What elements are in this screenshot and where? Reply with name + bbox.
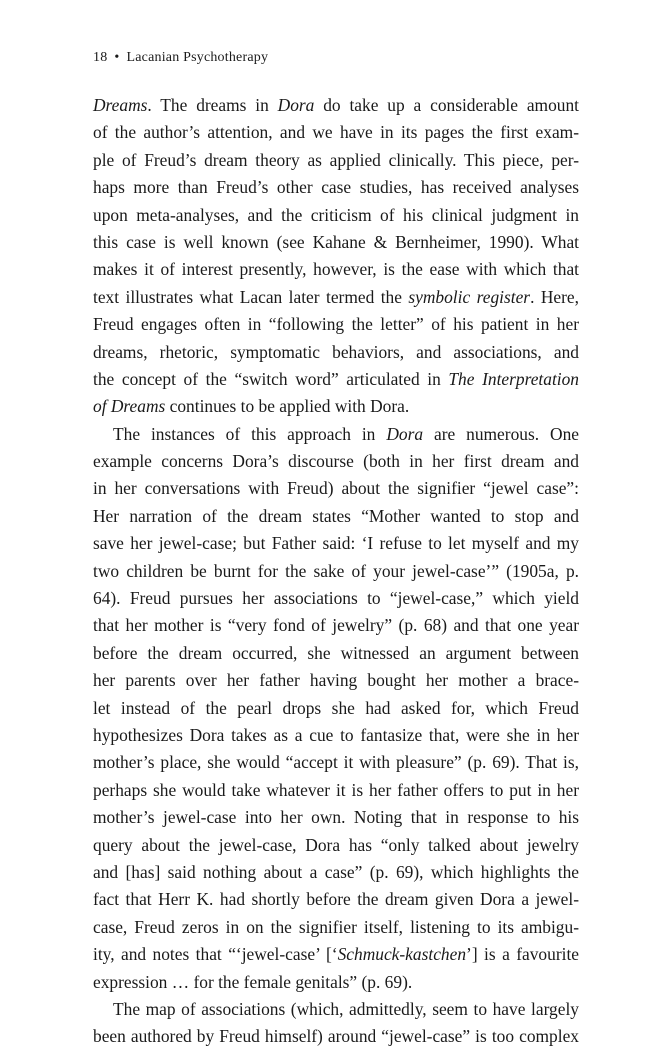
text-segment: and [has] said nothing about a case” (p. 69), which highlights the: [93, 861, 579, 882]
text-line: [93, 612, 579, 639]
text-segment: ity, and notes that “‘jewel-case’ [‘: [93, 944, 338, 965]
running-title: Lacanian Psychotherapy: [126, 50, 269, 65]
text-segment: The map of associations (which, admittedly, seem to have largely: [113, 998, 579, 1019]
italic-text: of Dreams: [93, 396, 166, 417]
text-line: [93, 969, 579, 996]
text-line: [93, 147, 579, 174]
text-line: [93, 229, 579, 256]
page-number: 18: [93, 50, 108, 65]
text-line: [93, 1023, 579, 1050]
text-line: [93, 339, 579, 366]
text-line: [93, 722, 579, 749]
text-line: [93, 421, 579, 448]
text-segment: are numerous. One: [423, 423, 579, 444]
text-line: [93, 174, 579, 201]
text-line: [93, 695, 579, 722]
text-segment: hypothesizes Dora takes as a cue to fantasize that, were she in her: [93, 724, 579, 745]
text-segment: query about the jewel-case, Dora has “only talked about jewelry: [93, 834, 579, 855]
italic-text: Schmuck-kastchen: [337, 944, 467, 965]
italic-text: Dora: [277, 95, 315, 115]
text-line: [93, 475, 579, 502]
text-line: [93, 667, 579, 694]
text-segment: 64). Freud pursues her associations to “jewel-case,” which yield: [93, 588, 579, 609]
text-segment: do take up a considerable amount: [314, 95, 579, 115]
text-segment: The instances of this approach in: [113, 423, 387, 444]
text-line: [93, 366, 579, 393]
text-segment: of the author’s attention, and we have in its pages the first exam-: [93, 122, 579, 143]
text-segment: mother’s jewel-case into her own. Noting that in response to his: [93, 807, 579, 828]
text-line: [93, 749, 579, 776]
text-segment: save her jewel-case; but Father said: ‘I refuse to let myself and my: [93, 533, 579, 554]
text-line: [93, 941, 579, 968]
running-head: [93, 50, 268, 66]
text-line: [93, 119, 579, 146]
text-line: [93, 311, 579, 338]
italic-text: The Interpretation: [448, 368, 580, 389]
text-line: [93, 777, 579, 804]
text-segment: case, Freud zeros in on the signifier itself, listening to its ambigu-: [93, 916, 579, 937]
text-line: [93, 503, 579, 530]
text-segment: her parents over her father having bought her mother a brace-: [93, 670, 579, 691]
text-segment: this case is well known (see Kahane & Bernheimer, 1990). What: [93, 231, 579, 252]
text-segment: two children be burnt for the sake of your jewel-case’” (1905a, p.: [93, 560, 579, 581]
text-segment: example concerns Dora’s discourse (both in her first dream and: [93, 451, 579, 472]
text-line: [93, 585, 579, 612]
text-line: [93, 804, 579, 831]
text-segment: continues to be applied with Dora.: [165, 396, 410, 417]
text-segment: haps more than Freud’s other case studies, has received analyses: [93, 177, 579, 198]
text-line: [93, 914, 579, 941]
italic-text: symbolic register: [408, 286, 531, 307]
text-line: [93, 202, 579, 229]
text-line: [93, 393, 579, 420]
text-segment: mother’s place, she would “accept it with pleasure” (p. 69). That is,: [93, 752, 579, 773]
text-segment: expression … for the female genitals” (p. 69).: [93, 971, 413, 992]
text-segment: ple of Freud’s dream theory as applied clinically. This piece, per-: [93, 149, 579, 170]
text-line: [93, 92, 579, 119]
text-segment: Freud engages often in “following the letter” of his patient in her: [93, 314, 579, 335]
text-line: [93, 530, 579, 557]
text-segment: text illustrates what Lacan later termed the: [93, 286, 409, 307]
text-line: [93, 256, 579, 283]
text-segment: . Here,: [530, 286, 579, 307]
text-line: [93, 558, 579, 585]
text-segment: in her conversations with Freud) about the signifier “jewel case”:: [93, 478, 579, 499]
text-segment: ’] is a favourite: [466, 944, 579, 965]
text-segment: fact that Herr K. had shortly before the dream given Dora a jewel-: [93, 889, 579, 910]
separator-bullet: •: [114, 50, 120, 65]
text-line: [93, 886, 579, 913]
text-line: [93, 448, 579, 475]
text-segment: let instead of the pearl drops she had asked for, which Freud: [93, 697, 579, 718]
body-text: [93, 92, 579, 1051]
italic-text: Dora: [386, 423, 424, 444]
text-segment: . The dreams in: [147, 95, 278, 115]
text-line: [93, 640, 579, 667]
text-line: [93, 832, 579, 859]
italic-text: Dreams: [93, 95, 148, 115]
text-segment: the concept of the “switch word” articulated in: [93, 368, 449, 389]
text-line: [93, 284, 579, 311]
text-segment: makes it of interest presently, however, is the ease with which that: [93, 259, 579, 280]
text-line: [93, 859, 579, 886]
text-segment: that her mother is “very fond of jewelry” (p. 68) and that one year: [93, 615, 579, 636]
text-segment: perhaps she would take whatever it is her father offers to put in her: [93, 779, 579, 800]
text-segment: before the dream occurred, she witnessed an argument between: [93, 642, 579, 663]
text-segment: upon meta-analyses, and the criticism of his clinical judgment in: [93, 204, 579, 225]
text-segment: Her narration of the dream states “Mother wanted to stop and: [93, 505, 579, 526]
text-segment: been authored by Freud himself) around “jewel-case” is too complex: [93, 1026, 579, 1047]
text-segment: dreams, rhetoric, symptomatic behaviors, and associations, and: [93, 341, 579, 362]
